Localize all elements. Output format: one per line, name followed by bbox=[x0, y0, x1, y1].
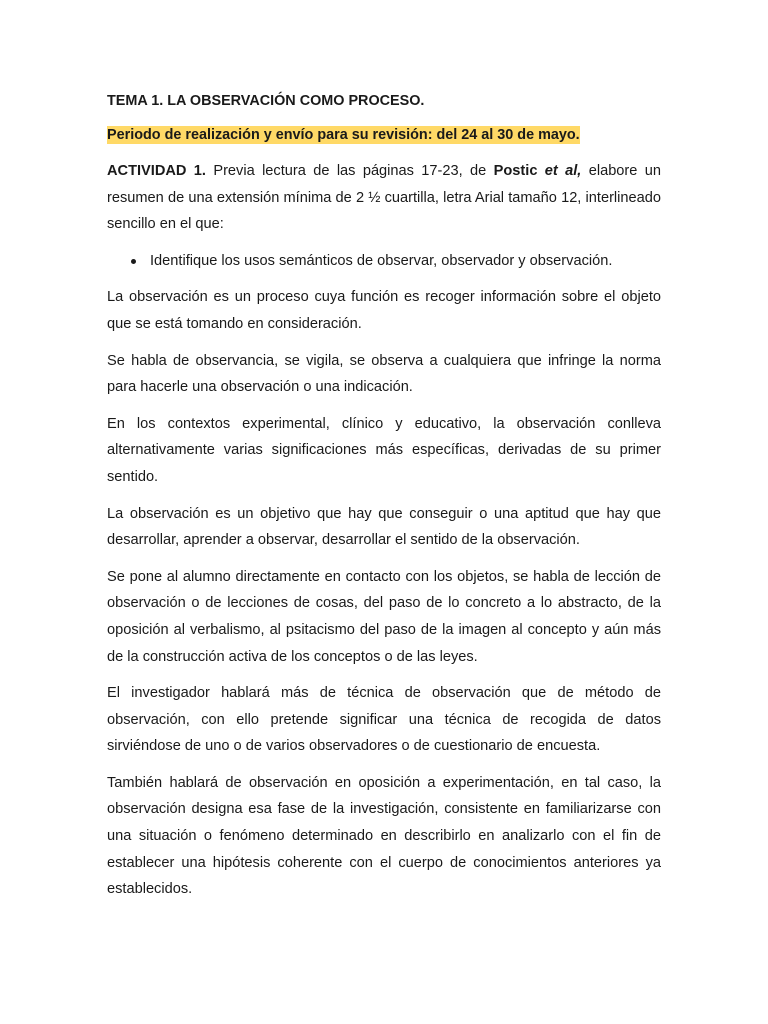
body-paragraph: La observación es un objetivo que hay que conseguir o una aptitud que hay que desarrollar, aprender a observar, desarrollar el sentido de la observación. bbox=[107, 505, 661, 549]
document-title: TEMA 1. LA OBSERVACIÓN COMO PROCESO. bbox=[107, 93, 425, 109]
body-paragraph: La observación es un proceso cuya función es recoger información sobre el objeto que se está tomando en consideración. bbox=[107, 289, 661, 332]
body-paragraph: El investigador hablará más de técnica de observación que de método de observación, con ello pretende significar una técnica de recogida de datos sirviéndose de uno o de varios observadores o de cuestionario de encuesta. bbox=[107, 685, 661, 755]
body-paragraph: Se habla de observancia, se vigila, se observa a cualquiera que infringe la norma para hacerle una observación o una indicación. bbox=[107, 352, 661, 396]
body-paragraph: Se pone al alumno directamente en contacto con los objetos, se habla de lección de observación o de lecciones de cosas, del paso de lo concreto a lo abstracto, de la oposición al verbalismo, al psitacismo del paso de la imagen al concepto y aún más de la construcción activa de los conceptos o de las leyes. bbox=[107, 568, 661, 665]
activity-paragraph bbox=[107, 158, 661, 238]
activity-label: ACTIVIDAD 1. bbox=[107, 163, 206, 179]
submission-period-highlight: Periodo de realización y envío para su revisión: del 24 al 30 de mayo. bbox=[107, 127, 580, 143]
bullet-item-text: Identifique los usos semánticos de observar, observador y observación. bbox=[150, 252, 613, 269]
bullet-icon bbox=[131, 259, 136, 264]
activity-author: Postic bbox=[493, 163, 538, 179]
bullet-item bbox=[107, 248, 661, 275]
submission-period bbox=[107, 122, 661, 148]
body-paragraph: También hablará de observación en oposición a experimentación, en tal caso, la observación designa esa fase de la investigación, consistente en familiarizarse con una situación o fenómeno determinado en describirlo en analizarlo con el fin de establecer una hipótesis coherente con el cuerpo de conocimientos anteriores ya establecidos. bbox=[107, 774, 661, 898]
activity-text-after: elabore un resumen de una extensión mínima de 2 ½ cuartilla, letra Arial tamaño 12, interlineado sencillo en el que: bbox=[107, 163, 661, 233]
activity-text-before: Previa lectura de las páginas 17-23, de bbox=[205, 163, 494, 179]
body-paragraph: En los contextos experimental, clínico y educativo, la observación conlleva alternativamente varias significaciones más específicas, derivadas de su primer sentido. bbox=[107, 415, 661, 485]
bullet-list bbox=[107, 248, 661, 275]
document-page bbox=[107, 88, 661, 913]
activity-author-etal: et al, bbox=[537, 163, 582, 179]
